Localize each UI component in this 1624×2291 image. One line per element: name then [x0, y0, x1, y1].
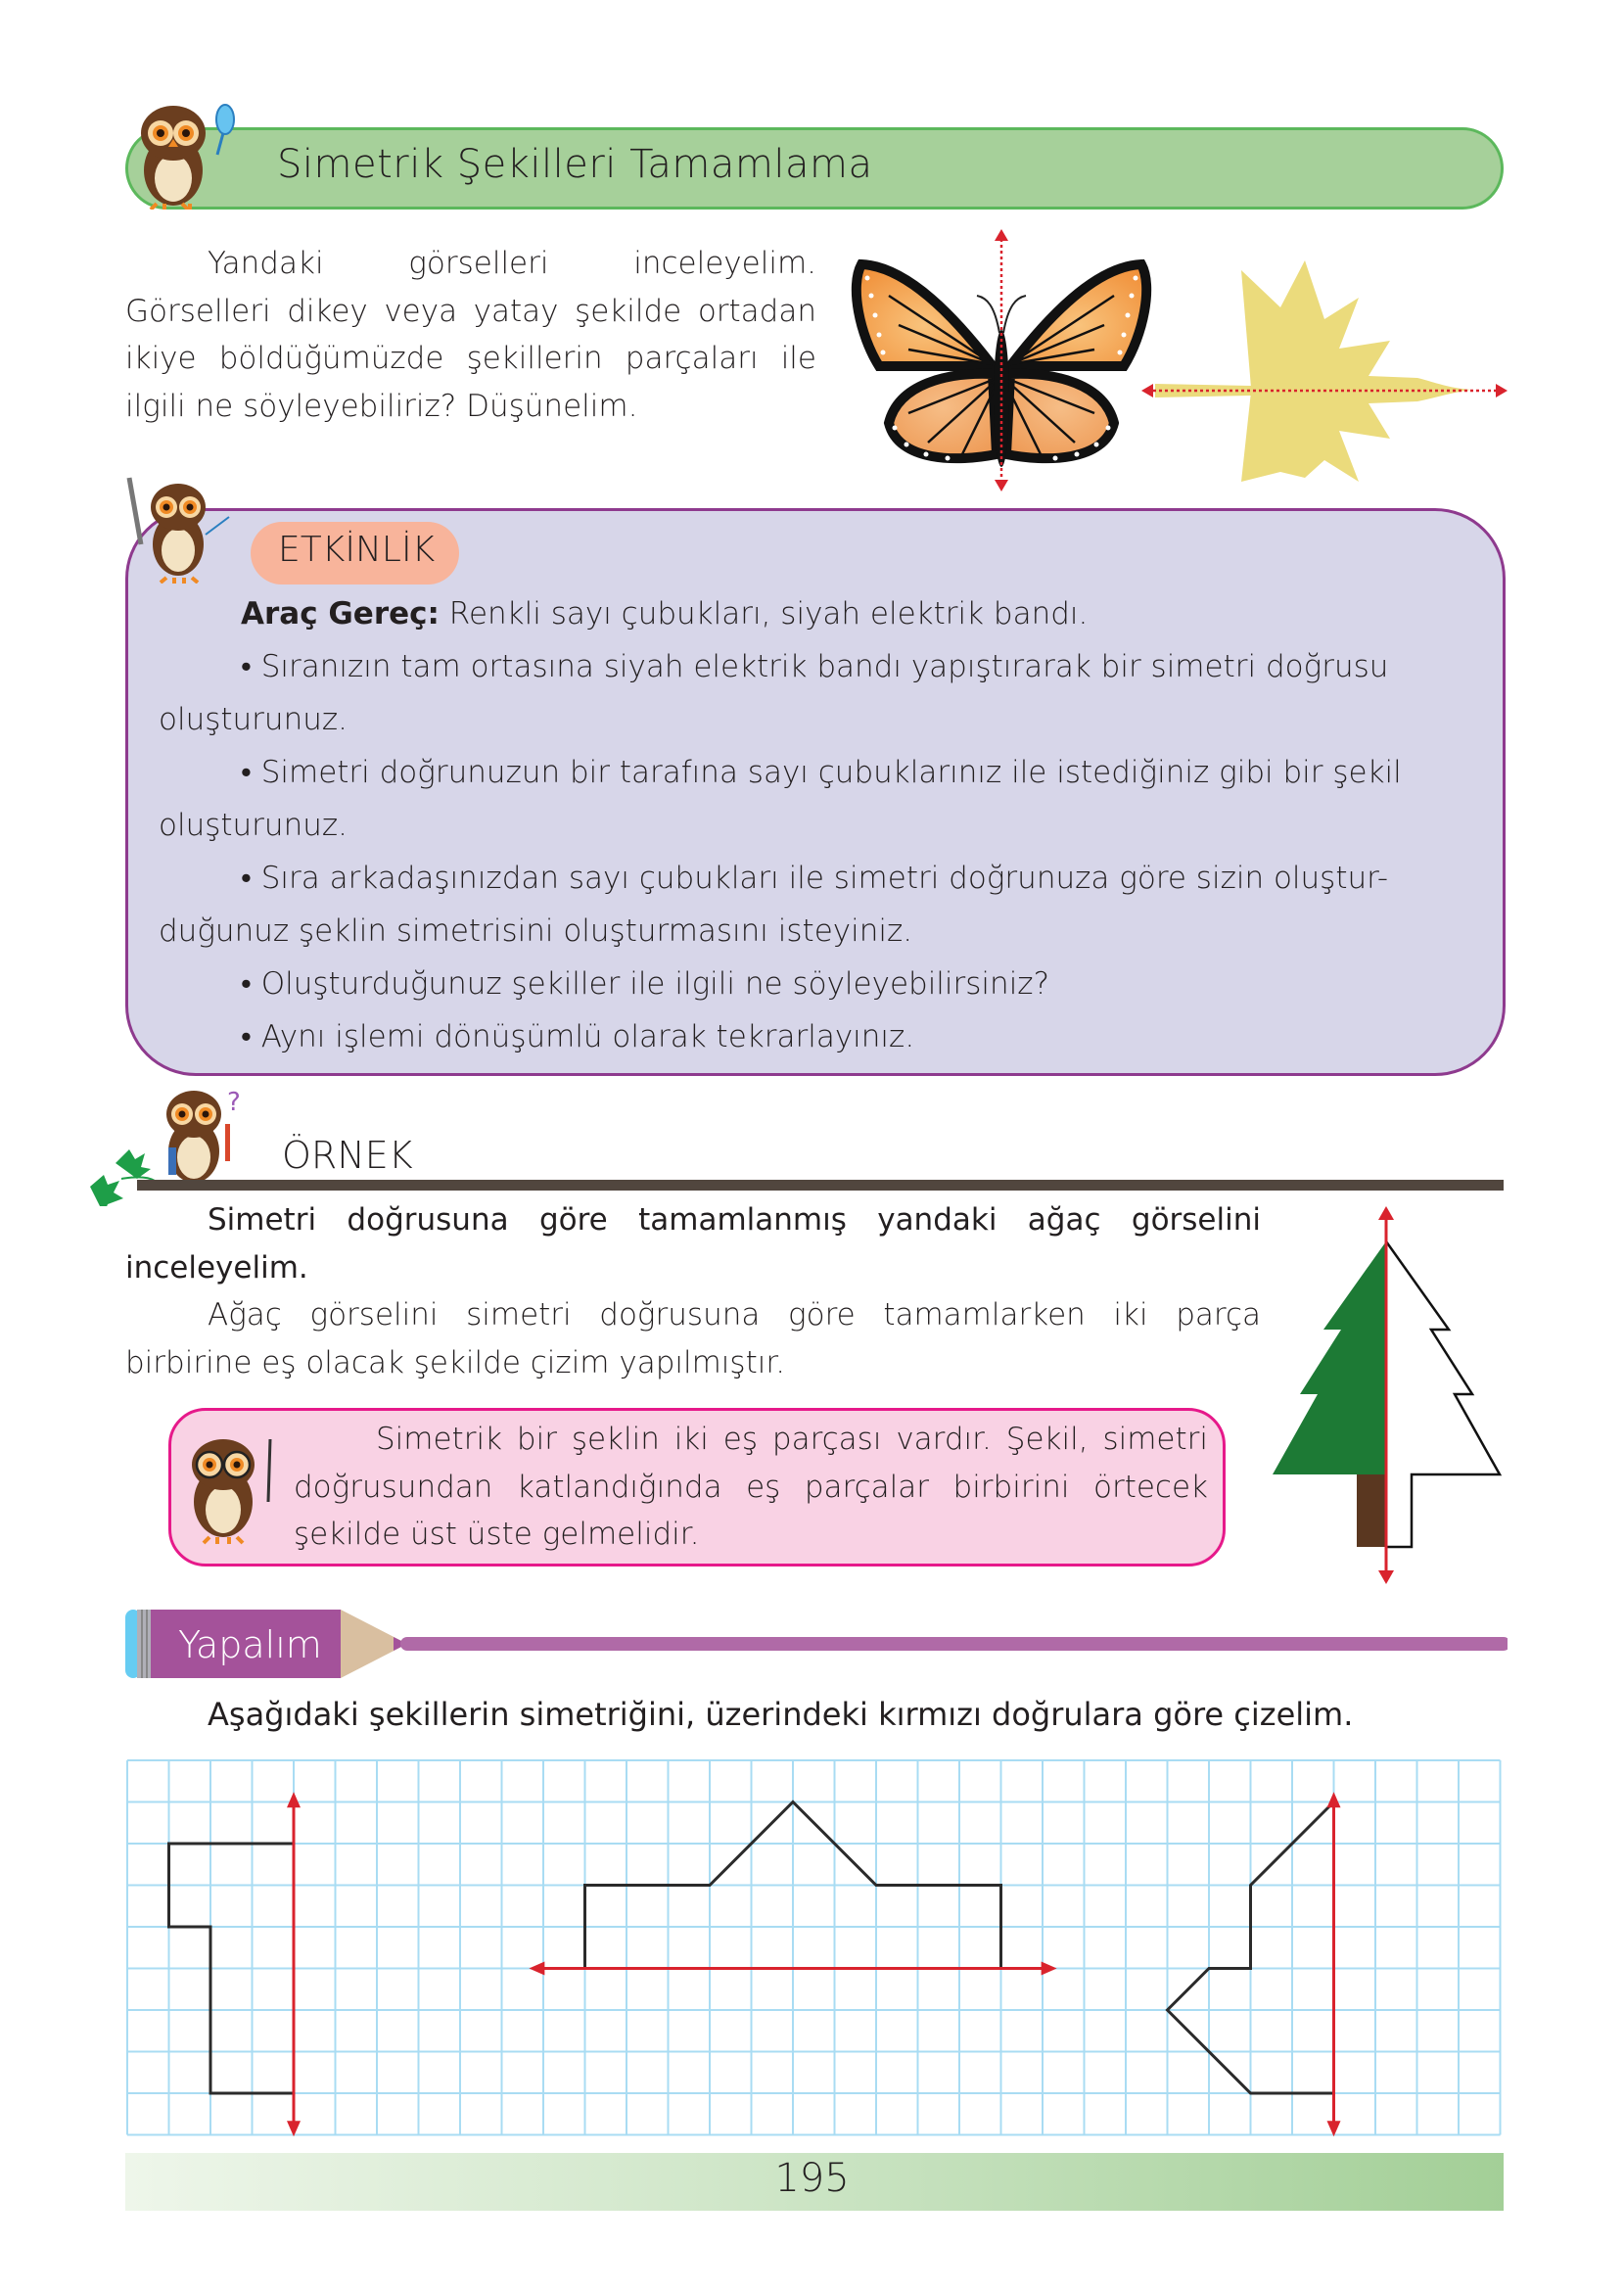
example-title: ÖRNEK [282, 1134, 413, 1177]
materials-text: Renkli sayı çubukları, siyah elektrik bandı. [448, 596, 1089, 631]
activity-badge-label: ETKİNLİK [278, 530, 436, 570]
drawing-grid[interactable] [125, 1758, 1502, 2138]
bullet-2: • Simetri doğrunuzun bir tarafına sayı çubuklarınız ile istediğiniz gibi bir şekil [241, 755, 1402, 790]
bullet-2-cont: oluşturunuz. [159, 808, 348, 843]
owl-teacher-icon [174, 1433, 282, 1547]
example-divider [137, 1180, 1504, 1191]
bullet-4: • Oluşturduğunuz şekiller ile ilgili ne söyleyebilirsiniz? [241, 966, 1050, 1002]
page-title: Simetrik Şekilleri Tamamlama [277, 142, 873, 187]
bullet-1-cont: oluşturunuz. [159, 702, 348, 737]
tree-image [1263, 1204, 1517, 1596]
bullet-1: • Sıranızın tam ortasına siyah elektrik bandı yapıştırarak bir simetri doğrusu [241, 649, 1389, 684]
example-paragraph-1: Simetri doğrusuna göre tamamlanmış yandaki ağaç görselini inceleyelim. [125, 1202, 1261, 1286]
bullet-3: • Sıra arkadaşınızdan sayı çubukları ile simetri doğrunuza göre sizin oluştur- [241, 861, 1389, 896]
example-paragraphs [125, 1196, 1261, 1386]
leaf-image [1134, 251, 1515, 486]
bullet-5: • Aynı işlemi dönüşümlü olarak tekrarlayınız. [241, 1019, 915, 1054]
example-paragraph-2: Ağaç görselini simetri doğrusuna göre tamamlarken iki parça birbirine eş olacak şekilde çizim yapılmıştır. [125, 1297, 1261, 1380]
practice-instruction: Aşağıdaki şekillerin simetriğini, üzerindeki kırmızı doğrulara göre çizelim. [208, 1696, 1354, 1733]
materials-line [159, 587, 1486, 640]
page-number: 195 [774, 2156, 850, 2201]
bullet-3-cont: duğunuz şeklin simetrisini oluşturmasını isteyiniz. [159, 913, 913, 949]
yapalim-label: Yapalım [178, 1623, 322, 1666]
intro-paragraph [125, 240, 816, 430]
yapalim-pencil-banner [123, 1606, 1508, 1684]
owl-with-pointer-icon [119, 476, 237, 584]
materials-label: Araç Gereç: [241, 596, 440, 631]
owl-with-magnifier-icon [129, 94, 237, 210]
svg-text:?: ? [227, 1088, 241, 1117]
butterfly-image [850, 227, 1153, 493]
intro-text: Yandaki görselleri inceleyelim. Görselleri dikey veya yatay şekilde ortadan ikiye böldüğümüzde şekillerin parçaları ile ilgili ne söyleyebiliriz? Düşünelim. [125, 246, 816, 424]
info-text: Simetrik bir şeklin iki eş parçası vardır. Şekil, simetri doğrusundan katlandığında eş parçalar birbirini örtecek şekilde üst üste gelmelidir. [294, 1422, 1208, 1552]
